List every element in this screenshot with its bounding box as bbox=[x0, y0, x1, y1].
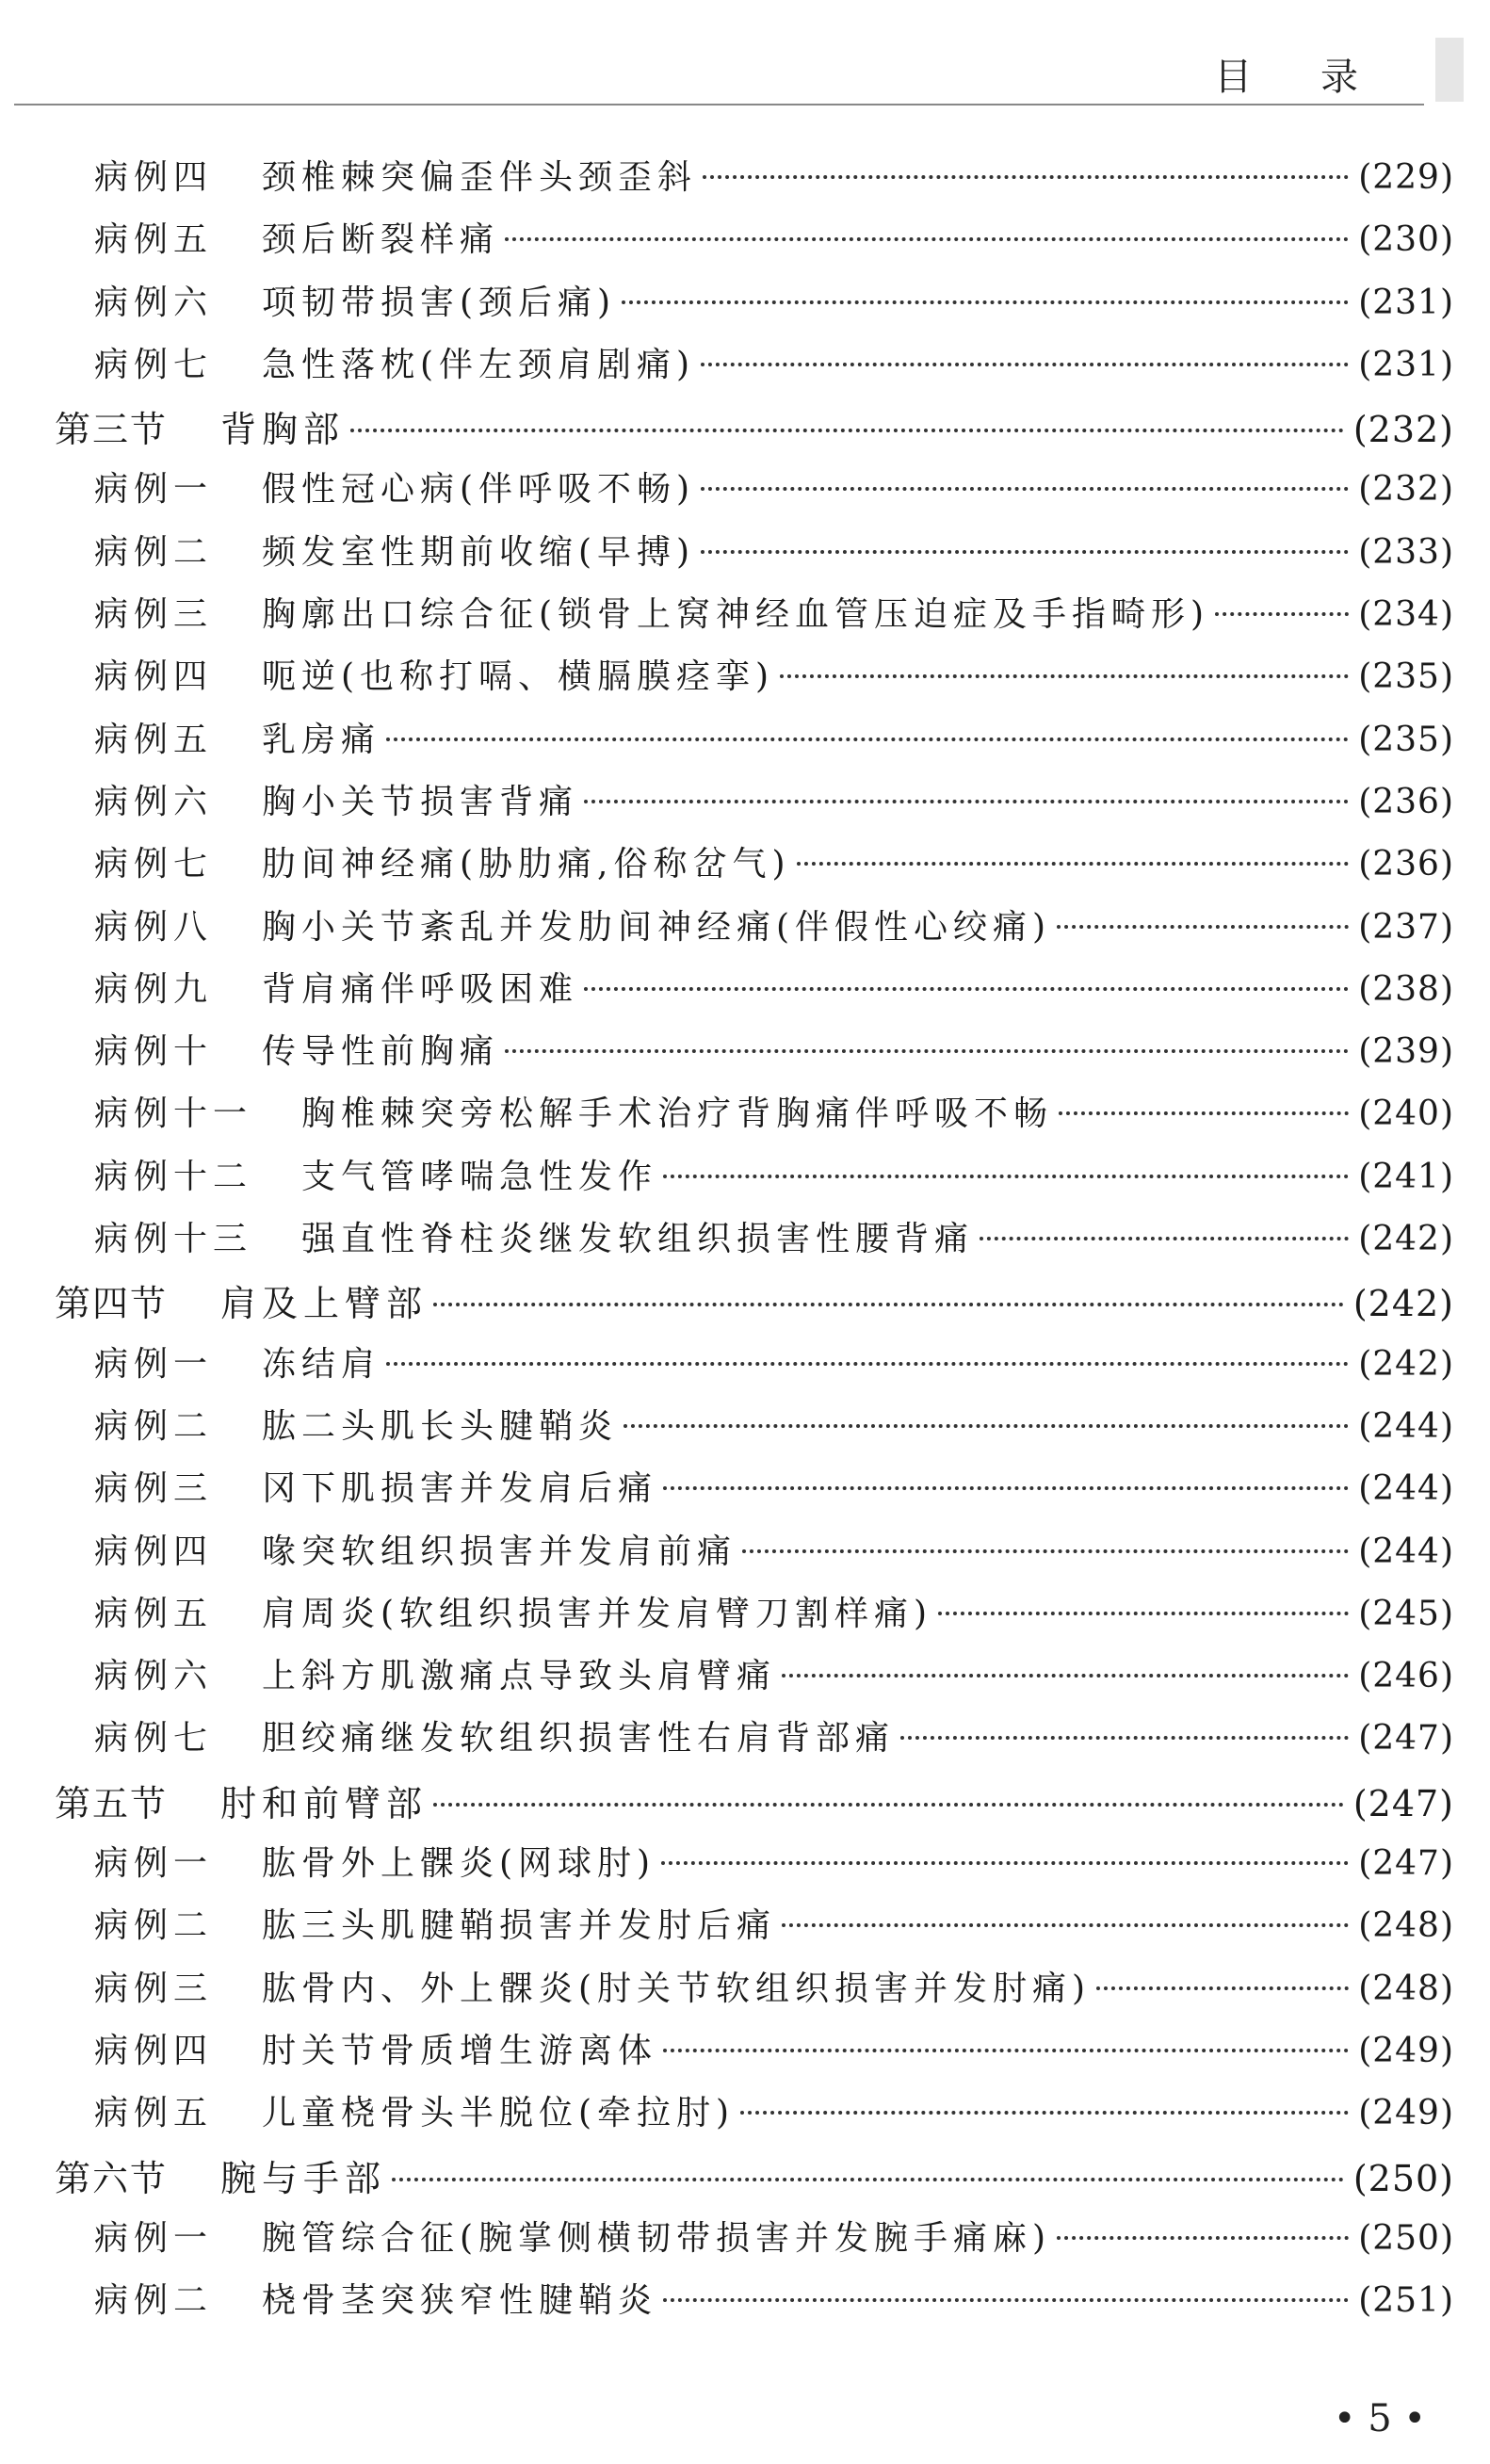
case-label: 病例四 bbox=[94, 657, 214, 697]
header-divider bbox=[14, 104, 1424, 105]
entry-title: 冻结肩 bbox=[262, 1344, 381, 1384]
entry-title: 腕管综合征(腕掌侧横韧带损害并发腕手痛麻) bbox=[262, 2218, 1052, 2258]
entry-page-number: (247) bbox=[1358, 1844, 1454, 1884]
entry-page-number: (231) bbox=[1358, 283, 1454, 322]
case-label: 病例五 bbox=[94, 720, 214, 759]
entry-page-number: (242) bbox=[1358, 1220, 1454, 1259]
section-label: 第三节 bbox=[55, 409, 169, 451]
entry-page-number: (234) bbox=[1358, 595, 1454, 635]
toc-case-entry[interactable] bbox=[0, 1212, 1490, 1274]
entry-title: 冈下肌损害并发肩后痛 bbox=[262, 1469, 658, 1509]
toc-case-entry[interactable] bbox=[0, 1150, 1490, 1212]
toc-case-entry[interactable] bbox=[0, 2212, 1490, 2274]
case-label: 病例一 bbox=[94, 470, 214, 510]
entry-title: 桡骨茎突狭窄性腱鞘炎 bbox=[262, 2281, 658, 2321]
dot-leader bbox=[740, 2111, 1349, 2115]
toc-case-entry[interactable] bbox=[0, 1087, 1490, 1149]
toc-case-entry[interactable] bbox=[0, 1025, 1490, 1087]
page-number: • 5 • bbox=[1333, 2397, 1426, 2440]
entry-page-number: (250) bbox=[1358, 2218, 1454, 2258]
entry-page-number: (248) bbox=[1358, 1906, 1454, 1946]
entry-title: 假性冠心病(伴呼吸不畅) bbox=[262, 470, 696, 510]
case-label: 病例四 bbox=[94, 158, 214, 197]
case-label: 病例十 bbox=[94, 1032, 214, 1072]
entry-page-number: (249) bbox=[1358, 2094, 1454, 2133]
case-label: 病例三 bbox=[94, 1969, 214, 2008]
dot-leader bbox=[1057, 925, 1349, 929]
case-label: 病例四 bbox=[94, 2031, 214, 2070]
toc-section-entry[interactable] bbox=[0, 2149, 1490, 2212]
entry-title: 肱二头肌长头腱鞘炎 bbox=[262, 1406, 619, 1446]
entry-page-number: (238) bbox=[1358, 969, 1454, 1009]
case-label: 病例二 bbox=[94, 1906, 214, 1946]
toc-case-entry[interactable] bbox=[0, 1899, 1490, 1961]
toc-case-entry[interactable] bbox=[0, 775, 1490, 837]
page-edge-tab bbox=[1435, 38, 1464, 102]
entry-page-number: (241) bbox=[1358, 1157, 1454, 1196]
dot-leader bbox=[350, 429, 1344, 432]
case-label: 病例八 bbox=[94, 907, 214, 947]
entry-page-number: (245) bbox=[1358, 1594, 1454, 1633]
case-label: 病例六 bbox=[94, 1657, 214, 1696]
entry-page-number: (233) bbox=[1358, 532, 1454, 572]
section-label: 第五节 bbox=[55, 1782, 169, 1824]
toc-case-entry[interactable] bbox=[0, 837, 1490, 900]
entry-page-number: (230) bbox=[1358, 220, 1454, 260]
toc-case-entry[interactable] bbox=[0, 1711, 1490, 1774]
toc-case-entry[interactable] bbox=[0, 338, 1490, 400]
toc-case-entry[interactable] bbox=[0, 713, 1490, 775]
entry-title: 胸椎棘突旁松解手术治疗背胸痛伴呼吸不畅 bbox=[301, 1094, 1054, 1134]
entry-title: 强直性脊柱炎继发软组织损害性腰背痛 bbox=[301, 1220, 975, 1259]
entry-page-number: (232) bbox=[1352, 409, 1454, 451]
dot-leader bbox=[584, 800, 1349, 803]
entry-title: 儿童桡骨头半脱位(牵拉肘) bbox=[262, 2094, 736, 2133]
case-label: 病例五 bbox=[94, 1594, 214, 1633]
entry-page-number: (231) bbox=[1358, 345, 1454, 384]
entry-title: 腕与手部 bbox=[220, 2157, 387, 2199]
entry-title: 肱骨外上髁炎(网球肘) bbox=[262, 1844, 656, 1884]
table-of-contents bbox=[0, 151, 1490, 2336]
case-label: 病例一 bbox=[94, 1844, 214, 1884]
entry-title: 项韧带损害(颈后痛) bbox=[262, 283, 617, 322]
entry-page-number: (247) bbox=[1358, 1719, 1454, 1759]
entry-title: 背胸部 bbox=[220, 409, 346, 451]
case-label: 病例七 bbox=[94, 1719, 214, 1759]
toc-case-entry[interactable] bbox=[0, 1837, 1490, 1899]
page-header bbox=[0, 0, 1490, 113]
entry-page-number: (251) bbox=[1358, 2281, 1454, 2321]
dot-leader bbox=[622, 300, 1349, 304]
case-label: 病例七 bbox=[94, 845, 214, 884]
toc-section-entry[interactable] bbox=[0, 1274, 1490, 1337]
case-label: 病例六 bbox=[94, 283, 214, 322]
entry-title: 肩周炎(软组织损害并发肩臂刀割样痛) bbox=[262, 1594, 933, 1633]
case-label: 病例一 bbox=[94, 1344, 214, 1384]
entry-page-number: (250) bbox=[1352, 2157, 1454, 2199]
toc-case-entry[interactable] bbox=[0, 1525, 1490, 1587]
toc-case-entry[interactable] bbox=[0, 462, 1490, 525]
entry-title: 肩及上臂部 bbox=[220, 1283, 429, 1325]
entry-title: 胸小关节紊乱并发肋间神经痛(伴假性心绞痛) bbox=[262, 907, 1052, 947]
entry-page-number: (235) bbox=[1358, 720, 1454, 759]
toc-case-entry[interactable] bbox=[0, 900, 1490, 963]
dot-leader bbox=[433, 1303, 1344, 1306]
dot-leader bbox=[505, 237, 1349, 241]
entry-title: 肱骨内、外上髁炎(肘关节软组织损害并发肘痛) bbox=[262, 1969, 1092, 2008]
dot-leader bbox=[782, 1674, 1349, 1678]
entry-page-number: (246) bbox=[1358, 1657, 1454, 1696]
entry-title: 颈椎棘突偏歪伴头颈歪斜 bbox=[262, 158, 698, 197]
section-label: 第四节 bbox=[55, 1283, 169, 1325]
dot-leader bbox=[386, 1362, 1349, 1366]
case-label: 病例二 bbox=[94, 2281, 214, 2321]
dot-leader bbox=[663, 2049, 1349, 2052]
entry-page-number: (229) bbox=[1358, 158, 1454, 197]
dot-leader bbox=[663, 1486, 1349, 1490]
case-label: 病例五 bbox=[94, 220, 214, 260]
case-label: 病例十二 bbox=[94, 1157, 253, 1196]
toc-case-entry[interactable] bbox=[0, 276, 1490, 338]
entry-page-number: (242) bbox=[1352, 1283, 1454, 1325]
toc-case-entry[interactable] bbox=[0, 2024, 1490, 2086]
toc-section-entry[interactable] bbox=[0, 1775, 1490, 1837]
entry-title: 肱三头肌腱鞘损害并发肘后痛 bbox=[262, 1906, 777, 1946]
case-label: 病例六 bbox=[94, 782, 214, 821]
dot-leader bbox=[780, 674, 1349, 678]
dot-leader bbox=[701, 487, 1349, 491]
entry-title: 胸小关节损害背痛 bbox=[262, 782, 579, 821]
entry-title: 颈后断裂样痛 bbox=[262, 220, 500, 260]
entry-page-number: (247) bbox=[1352, 1782, 1454, 1824]
entry-page-number: (240) bbox=[1358, 1094, 1454, 1134]
case-label: 病例七 bbox=[94, 345, 214, 384]
entry-title: 上斜方肌激痛点导致头肩臂痛 bbox=[262, 1657, 777, 1696]
entry-title: 肘和前臂部 bbox=[220, 1782, 429, 1824]
toc-case-entry[interactable] bbox=[0, 588, 1490, 650]
entry-page-number: (242) bbox=[1358, 1344, 1454, 1384]
case-label: 病例十一 bbox=[94, 1094, 253, 1134]
entry-title: 背肩痛伴呼吸困难 bbox=[262, 969, 579, 1009]
toc-case-entry[interactable] bbox=[0, 2086, 1490, 2148]
dot-leader bbox=[742, 1549, 1349, 1553]
entry-page-number: (232) bbox=[1358, 470, 1454, 510]
dot-leader bbox=[701, 550, 1349, 554]
case-label: 病例十三 bbox=[94, 1220, 253, 1259]
entry-title: 乳房痛 bbox=[262, 720, 381, 759]
section-label: 第六节 bbox=[55, 2157, 169, 2199]
dot-leader bbox=[797, 862, 1350, 866]
toc-section-entry[interactable] bbox=[0, 400, 1490, 462]
entry-page-number: (236) bbox=[1358, 845, 1454, 884]
entry-title: 胆绞痛继发软组织损害性右肩背部痛 bbox=[262, 1719, 896, 1759]
dot-leader bbox=[1059, 1111, 1349, 1115]
case-label: 病例五 bbox=[94, 2094, 214, 2133]
dot-leader bbox=[938, 1612, 1349, 1615]
toc-case-entry[interactable] bbox=[0, 526, 1490, 588]
entry-page-number: (235) bbox=[1358, 657, 1454, 697]
toc-case-entry[interactable] bbox=[0, 1962, 1490, 2024]
toc-case-entry[interactable] bbox=[0, 1587, 1490, 1649]
case-label: 病例二 bbox=[94, 532, 214, 572]
dot-leader bbox=[505, 1049, 1349, 1053]
dot-leader bbox=[1215, 612, 1349, 616]
entry-title: 传导性前胸痛 bbox=[262, 1032, 500, 1072]
entry-title: 呃逆(也称打嗝、横膈膜痉挛) bbox=[262, 657, 775, 697]
entry-title: 喙突软组织损害并发肩前痛 bbox=[262, 1532, 737, 1571]
case-label: 病例四 bbox=[94, 1532, 214, 1571]
entry-page-number: (244) bbox=[1358, 1406, 1454, 1446]
entry-title: 胸廓出口综合征(锁骨上窝神经血管压迫症及手指畸形) bbox=[262, 595, 1210, 635]
dot-leader bbox=[900, 1736, 1349, 1740]
case-label: 病例三 bbox=[94, 595, 214, 635]
toc-case-entry[interactable] bbox=[0, 213, 1490, 275]
case-label: 病例二 bbox=[94, 1406, 214, 1446]
dot-leader bbox=[663, 2298, 1349, 2302]
dot-leader bbox=[701, 363, 1349, 366]
entry-title: 支气管哮喘急性发作 bbox=[301, 1157, 658, 1196]
toc-case-entry[interactable] bbox=[0, 1462, 1490, 1524]
entry-page-number: (248) bbox=[1358, 1969, 1454, 2008]
entry-title: 肋间神经痛(胁肋痛,俗称岔气) bbox=[262, 845, 791, 884]
entry-page-number: (239) bbox=[1358, 1032, 1454, 1072]
dot-leader bbox=[624, 1424, 1349, 1428]
entry-title: 急性落枕(伴左颈肩剧痛) bbox=[262, 345, 696, 384]
entry-title: 频发室性期前收缩(早搏) bbox=[262, 532, 696, 572]
toc-case-entry[interactable] bbox=[0, 151, 1490, 213]
toc-case-entry[interactable] bbox=[0, 1337, 1490, 1400]
dot-leader bbox=[980, 1237, 1349, 1240]
dot-leader bbox=[392, 2178, 1344, 2181]
case-label: 病例九 bbox=[94, 969, 214, 1009]
entry-page-number: (237) bbox=[1358, 907, 1454, 947]
toc-case-entry[interactable] bbox=[0, 1649, 1490, 1711]
header-title: 目 录 bbox=[1214, 56, 1386, 99]
toc-case-entry[interactable] bbox=[0, 1400, 1490, 1462]
toc-case-entry[interactable] bbox=[0, 650, 1490, 712]
entry-page-number: (244) bbox=[1358, 1532, 1454, 1571]
dot-leader bbox=[782, 1923, 1349, 1927]
dot-leader bbox=[584, 987, 1349, 991]
toc-case-entry[interactable] bbox=[0, 2274, 1490, 2336]
dot-leader bbox=[1057, 2236, 1349, 2240]
case-label: 病例三 bbox=[94, 1469, 214, 1509]
dot-leader bbox=[386, 738, 1349, 741]
dot-leader bbox=[1096, 1986, 1349, 1990]
dot-leader bbox=[703, 175, 1349, 179]
toc-case-entry[interactable] bbox=[0, 963, 1490, 1025]
dot-leader bbox=[661, 1861, 1349, 1865]
case-label: 病例一 bbox=[94, 2218, 214, 2258]
dot-leader bbox=[663, 1175, 1349, 1178]
entry-page-number: (249) bbox=[1358, 2031, 1454, 2070]
dot-leader bbox=[433, 1803, 1344, 1807]
entry-page-number: (244) bbox=[1358, 1469, 1454, 1509]
entry-title: 肘关节骨质增生游离体 bbox=[262, 2031, 658, 2070]
entry-page-number: (236) bbox=[1358, 782, 1454, 821]
